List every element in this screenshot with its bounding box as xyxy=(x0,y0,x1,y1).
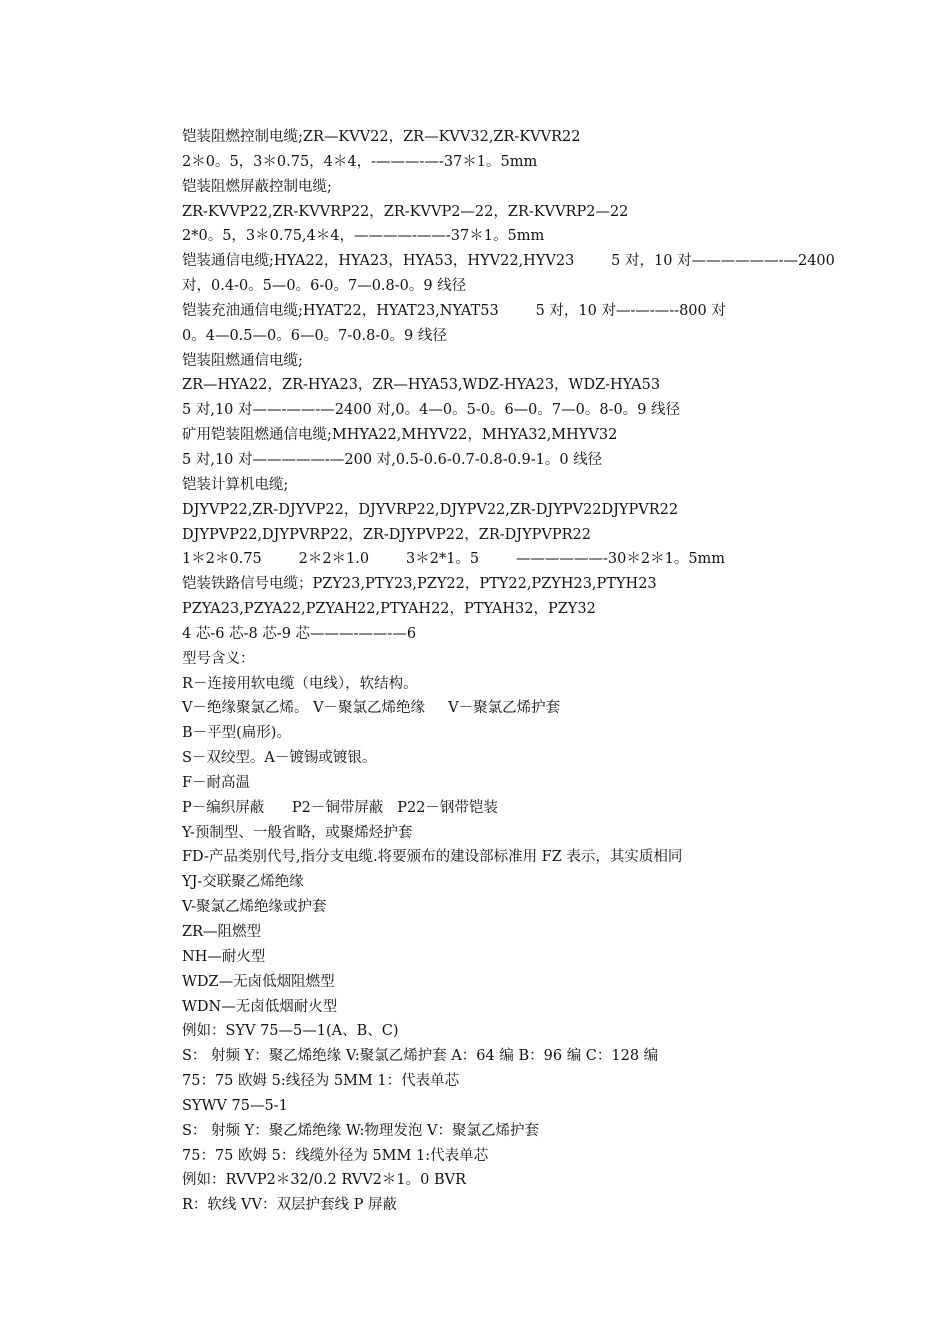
text-line: 矿用铠装阻燃通信电缆;MHYA22,MHYV22，MHYA32,MHYV32 xyxy=(182,427,618,444)
text-line: 75：75 欧姆 5：线缆外径为 5MM 1:代表单芯 xyxy=(182,1147,489,1164)
text-line: 例如：RVVP2＊32/0.2 RVV2＊1。0 BVR xyxy=(182,1172,467,1189)
text-line: 铠装充油通信电缆;HYAT22，HYAT23,NYAT53 5 对，10 对—-—-—--800 对 xyxy=(182,302,726,319)
text-line: 铠装通信电缆;HYA22，HYA23，HYA53，HYV22,HYV23 5 对，10 对——————-—2400 xyxy=(182,253,835,270)
text-line: 对，0.4-0。5—0。6-0。7—0.8-0。9 线径 xyxy=(182,278,467,295)
text-line: NH—耐火型 xyxy=(182,948,266,965)
text-line: ZR-KVVP22,ZR-KVVRP22，ZR-KVVP2—22，ZR-KVVRP2—22 xyxy=(182,203,629,220)
text-line: 5 对,10 对——-——-—2400 对,0。4—0。5-0。6—0。7—0。8-0。9 线径 xyxy=(182,402,681,419)
text-line: 5 对,10 对—————-—200 对,0.5-0.6-0.7-0.8-0.9-1。0 线径 xyxy=(182,451,603,468)
text-line: P－编织屏蔽 P2－铜带屏蔽 P22－钢带铠装 xyxy=(182,799,498,816)
text-line: F－耐高温 xyxy=(182,774,251,791)
text-line: 2＊0。5，3＊0.75，4＊4，-———-—-37＊1。5mm xyxy=(182,153,538,170)
text-line: 2*0。5，3＊0.75,4＊4，————-——-37＊1。5mm xyxy=(182,228,545,245)
text-line: ZR—阻燃型 xyxy=(182,924,261,940)
text-line: 铠装阻燃通信电缆; xyxy=(182,352,303,369)
text-line: R：软线 VV：双层护套线 P 屏蔽 xyxy=(182,1197,397,1214)
text-line: 铠装铁路信号电缆；PZY23,PTY23,PZY22，PTY22,PZYH23,PTYH23 xyxy=(182,576,657,593)
text-line: YJ-交联聚乙烯绝缘 xyxy=(182,874,304,891)
text-line: V-聚氯乙烯绝缘或护套 xyxy=(182,899,327,916)
text-line: WDZ—无卤低烟阻燃型 xyxy=(182,973,335,990)
text-line: FD-产品类别代号,指分支电缆.将要颁布的建设部标准用 FZ 表示，其实质相同 xyxy=(182,849,683,866)
text-line: 铠装阻燃控制电缆;ZR—KVV22，ZR—KVV32,ZR-KVVR22 xyxy=(182,129,581,145)
text-line: 0。4—0.5—0。6—0。7-0.8-0。9 线径 xyxy=(182,327,447,344)
text-line: Y-预制型、一般省略，或聚烯烃护套 xyxy=(182,824,413,841)
text-line: 铠装计算机电缆; xyxy=(182,476,289,493)
text-line: R－连接用软电缆（电线），软结构。 xyxy=(182,675,418,692)
text-line: 75：75 欧姆 5:线径为 5MM 1：代表单芯 xyxy=(182,1073,460,1090)
text-line: 1＊2＊0.75 2＊2＊1.0 3＊2*1。5 ——————-30＊2＊1。5mm xyxy=(182,551,726,568)
text-line: 铠装阻燃屏蔽控制电缆; xyxy=(182,178,332,195)
text-line: 例如：SYV 75—5—1(A、B、C) xyxy=(182,1023,399,1040)
document-body xyxy=(182,125,862,1218)
text-line: DJYPVP22,DJYPVRP22，ZR-DJYPVP22，ZR-DJYPVPR22 xyxy=(182,526,592,543)
text-line: DJYVP22,ZR-DJYVP22，DJYVRP22,DJYPV22,ZR-DJYPV22DJYPVR22 xyxy=(182,501,679,518)
text-line: WDN—无卤低烟耐火型 xyxy=(182,998,338,1015)
text-line: PZYA23,PZYA22,PZYAH22,PTYAH22，PTYAH32，PZY32 xyxy=(182,601,596,618)
text-line: 4 芯-6 芯-8 芯-9 芯———-——-—6 xyxy=(182,625,417,642)
text-line: S： 射频 Y：聚乙烯绝缘 W:物理发泡 V：聚氯乙烯护套 xyxy=(182,1122,539,1139)
text-line: S－双绞型。A－镀锡或镀银。 xyxy=(182,750,377,767)
text-line: B－平型(扁形)。 xyxy=(182,725,291,742)
text-line: SYWV 75—5-1 xyxy=(182,1097,288,1114)
text-line: 型号含义： xyxy=(182,650,255,667)
text-line: ZR—HYA22，ZR-HYA23，ZR—HYA53,WDZ-HYA23，WDZ-HYA53 xyxy=(182,377,661,394)
text-line: V－绝缘聚氯乙烯。 V－聚氯乙烯绝缘 V－聚氯乙烯护套 xyxy=(182,700,561,717)
text-line: S： 射频 Y：聚乙烯绝缘 V:聚氯乙烯护套 A：64 编 B：96 编 C：128 编 xyxy=(182,1048,659,1065)
